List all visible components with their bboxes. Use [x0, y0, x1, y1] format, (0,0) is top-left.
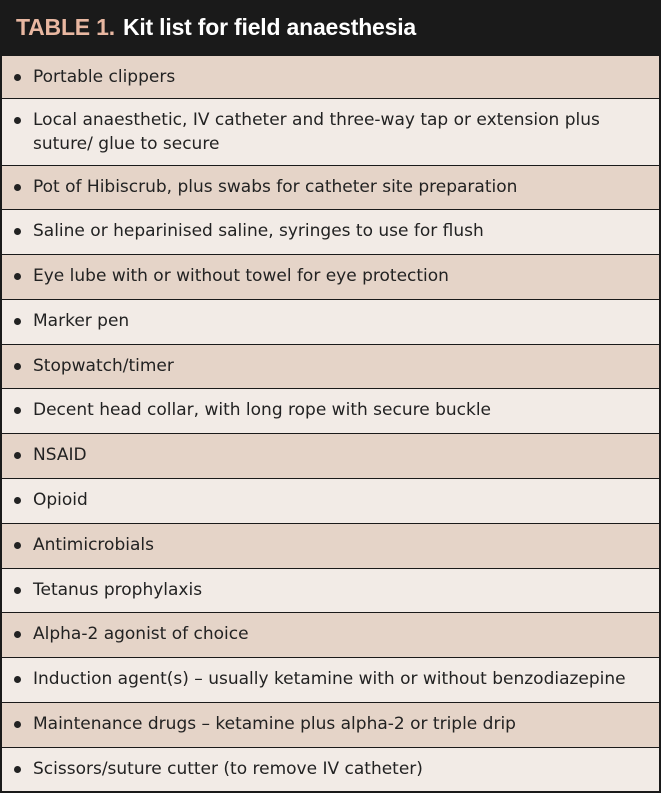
row-text: Portable clippers	[33, 67, 176, 87]
row-text: Tetanus prophylaxis	[33, 580, 203, 600]
bullet-icon	[14, 228, 21, 235]
row-text: Opioid	[33, 490, 88, 510]
bullet-icon	[14, 74, 21, 81]
row-text: Decent head collar, with long rope with secure buckle	[33, 400, 492, 420]
bullet-icon	[14, 676, 21, 683]
table-row	[2, 388, 659, 433]
bullet-icon	[14, 587, 21, 594]
row-text: Pot of Hibiscrub, plus swabs for catheter site preparation	[33, 177, 518, 197]
bullet-icon	[14, 117, 21, 124]
row-text: Induction agent(s) – usually ketamine with or without benzodiazepine	[33, 669, 626, 689]
table-rows	[2, 55, 659, 791]
bullet-icon	[14, 542, 21, 549]
table-header	[2, 0, 659, 55]
table-row	[2, 254, 659, 299]
table-row	[2, 209, 659, 254]
table-title: Kit list for field anaesthesia	[122, 14, 417, 40]
bullet-icon	[14, 766, 21, 773]
bullet-icon	[14, 631, 21, 638]
bullet-icon	[14, 273, 21, 280]
row-text: Eye lube with or without towel for eye protection	[33, 266, 449, 286]
bullet-icon	[14, 184, 21, 191]
bullet-icon	[14, 497, 21, 504]
table-row	[2, 702, 659, 747]
row-text: Marker pen	[33, 311, 130, 331]
table-row	[2, 612, 659, 657]
table-row	[2, 98, 659, 165]
table-row	[2, 568, 659, 612]
row-text: Stopwatch/timer	[33, 356, 174, 376]
table-number: TABLE 1.	[16, 14, 115, 40]
bullet-icon	[14, 721, 21, 728]
row-text: Saline or heparinised saline, syringes to use for flush	[33, 221, 484, 241]
table-row	[2, 433, 659, 478]
table-row	[2, 165, 659, 209]
table-row	[2, 299, 659, 344]
table-row	[2, 344, 659, 388]
bullet-icon	[14, 318, 21, 325]
row-text: Maintenance drugs – ketamine plus alpha-2 or triple drip	[33, 714, 516, 734]
row-text: Antimicrobials	[33, 535, 154, 555]
row-text: Alpha-2 agonist of choice	[33, 624, 249, 644]
bullet-icon	[14, 363, 21, 370]
table-row	[2, 657, 659, 702]
row-text: Scissors/suture cutter (to remove IV catheter)	[33, 759, 423, 779]
row-text: NSAID	[33, 445, 87, 465]
row-text: Local anaesthetic, IV catheter and three-way tap or extension plus suture/ glue to secure	[33, 110, 600, 154]
table-row	[2, 747, 659, 791]
table-row	[2, 523, 659, 568]
bullet-icon	[14, 452, 21, 459]
table-row	[2, 55, 659, 98]
bullet-icon	[14, 407, 21, 414]
table-row	[2, 478, 659, 523]
